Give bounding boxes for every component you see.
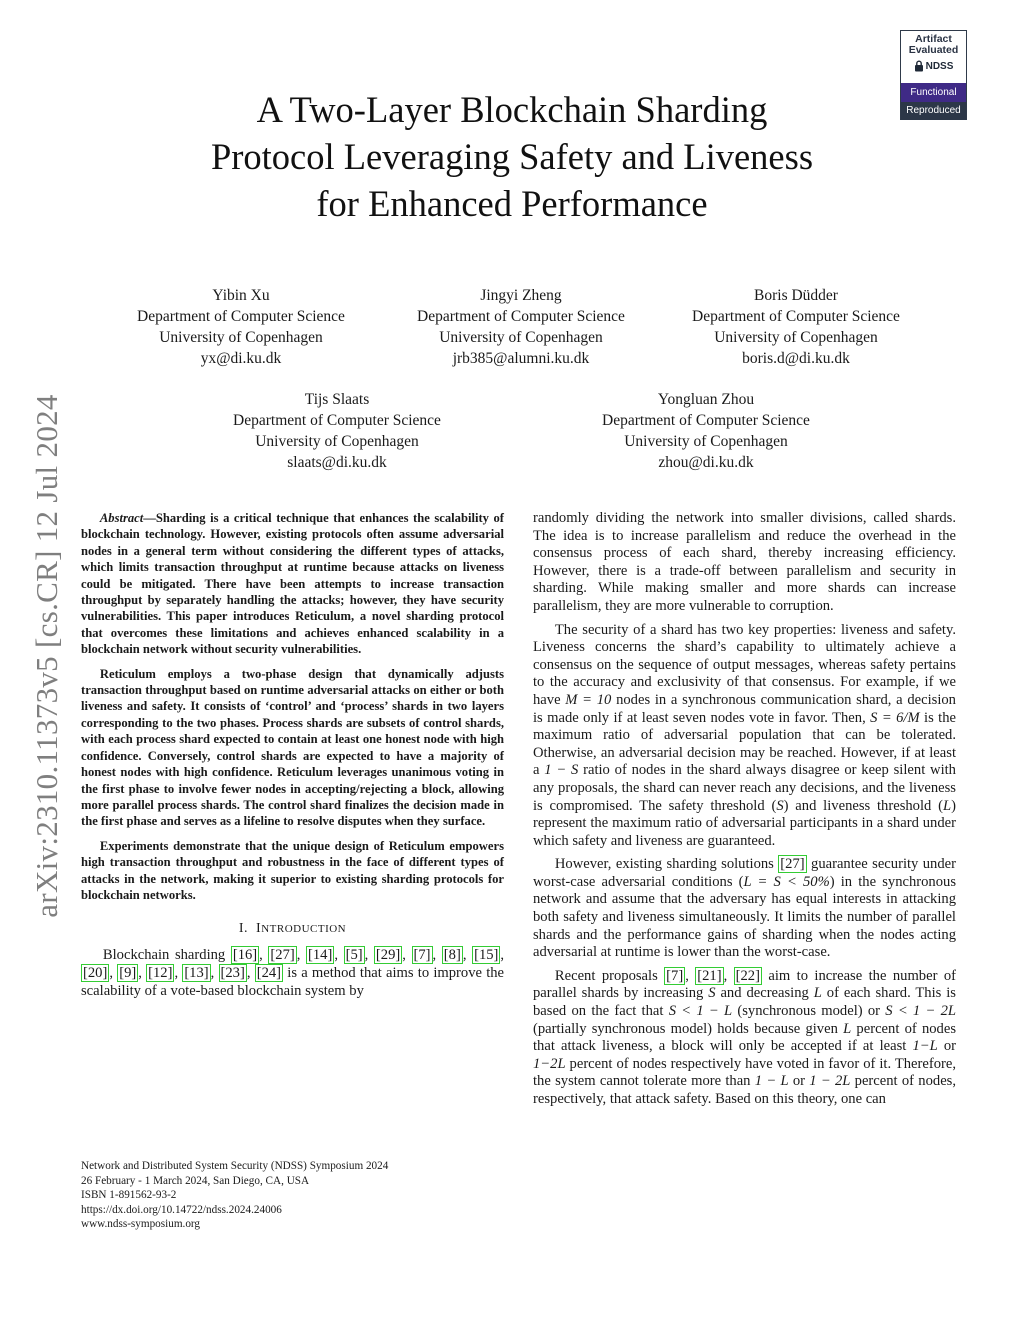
abstract — [81, 510, 504, 903]
author-department: Department of Computer Science — [602, 412, 810, 429]
body-text: Recent proposals — [554, 967, 665, 984]
title-line-3: for Enhanced Performance — [316, 183, 708, 224]
math-expression: S = 6/M — [870, 709, 920, 726]
conference-footnote — [81, 1159, 388, 1232]
citation-link[interactable]: [13] — [184, 964, 209, 981]
body-text: However, existing sharding solutions — [554, 856, 779, 873]
footnote-line: 26 February - 1 March 2024, San Diego, CA, USA — [81, 1174, 310, 1187]
footnote-website-link[interactable]: www.ndss-symposium.org — [81, 1218, 201, 1231]
body-text: is the maximum ratio of adversarial population that can be tolerated. Otherwise, an adversarial decision may be reached. However, if at least a — [533, 709, 957, 779]
author-block — [207, 389, 467, 473]
citation-link[interactable]: [7] — [413, 947, 431, 964]
body-text: of each shard. This is based on the fact that — [533, 985, 956, 1020]
author-department: Department of Computer Science — [692, 308, 900, 325]
citation-link[interactable]: [20] — [83, 964, 108, 981]
abstract-label: Abstract — [99, 511, 144, 525]
section-title-initial: I — [256, 921, 262, 937]
body-paragraph: Recent proposals [7] , [21] , [22] aim to increase the number of parallel shards by increasing S and decreasing L of each shard. This is based on the fact that S < 1 − L (synchronous model) or S < 1 − 2L (partially synchronous model) holds because given L percent of nodes that attack liveness, a block will only be accepted if at least 1−L or 1−2L percent of nodes respectively have voted in favor of it. Therefore, the system cannot tolerate more than 1 − L or 1 − 2L percent of nodes, respectively, that attack safety. Based on this theory, one can — [533, 967, 957, 1107]
author-email[interactable]: zhou@di.ku.dk — [658, 454, 754, 471]
author-name: Tijs Slaats — [304, 391, 370, 408]
citation-link[interactable]: [27] — [780, 856, 805, 873]
lock-icon — [914, 60, 924, 72]
author-name: Yibin Xu — [212, 287, 270, 304]
abstract-paragraph — [81, 510, 504, 658]
author-block — [111, 285, 371, 369]
math-expression: 1−2L — [533, 1055, 566, 1072]
body-text: percent of nodes, respectively, that attack safety. Based on this theory, one can — [533, 1073, 956, 1107]
citation-link[interactable]: [27] — [270, 947, 295, 964]
citation-link[interactable]: [5] — [345, 947, 363, 964]
citation-link[interactable]: [8] — [443, 947, 461, 964]
abstract-paragraph: Experiments demonstrate that the unique design of Reticulum empowers high transaction throughput and robustness in the face of different types of attacks in the network, making it superior to existing sharding protocols for blockchain networks. — [81, 838, 504, 902]
citation-link[interactable]: [16] — [232, 947, 258, 964]
body-paragraph — [533, 856, 956, 962]
author-email[interactable]: jrb385@alumni.ku.dk — [452, 350, 590, 367]
body-text: guarantee security under worst-case adversarial conditions ( — [533, 856, 956, 890]
title-line-2: Protocol Leveraging Safety and Liveness — [210, 136, 814, 177]
badge-line-artifact: Artifact — [915, 33, 952, 45]
left-column — [81, 510, 504, 1006]
body-text: ) in the synchronous network and assume that the adversary has equal interests in attacking both safety and liveness simultaneously. It limits the number of parallel shards and the performance gains of sharding when the nodes acting adversarial at runtime is lower than the worst-case. — [533, 873, 956, 961]
body-text: (partially synchronous model) holds because given — [533, 1020, 844, 1037]
author-department: Department of Computer Science — [233, 412, 441, 429]
math-expression: 1 − 2L — [809, 1073, 851, 1090]
author-university: University of Copenhagen — [255, 433, 419, 450]
body-text: (synchronous model) or — [732, 1003, 886, 1020]
math-expression: S < 1 − L — [668, 1003, 733, 1020]
citation-link[interactable]: [7] — [666, 967, 684, 984]
footnote-line: ISBN 1-891562-93-2 — [81, 1189, 177, 1202]
citation-link[interactable]: [15] — [474, 947, 499, 964]
math-expression: L — [843, 1020, 852, 1037]
math-expression: 1 − S — [544, 762, 579, 779]
body-text: percent of nodes that attack liveness, a block will only be accepted if at least — [533, 1020, 956, 1055]
author-university: University of Copenhagen — [714, 329, 878, 346]
body-text: ) and liveness threshold ( — [783, 797, 943, 814]
section-number: I. — [238, 921, 249, 937]
math-expression: L — [813, 985, 822, 1002]
body-text: Blockchain sharding — [102, 947, 231, 964]
author-university: University of Copenhagen — [439, 329, 603, 346]
math-expression: L = S < 50% — [743, 873, 830, 890]
author-name: Jingyi Zheng — [480, 287, 562, 304]
footnote-line: Network and Distributed System Security (NDSS) Symposium 2024 — [81, 1160, 389, 1172]
citation-link[interactable]: [29] — [375, 947, 401, 964]
citation-link[interactable]: [21] — [697, 967, 722, 984]
body-text: or — [788, 1073, 810, 1090]
section-title-rest: NTRODUCTION — [261, 923, 347, 936]
math-expression: L — [943, 797, 952, 814]
section-heading-introduction — [81, 921, 504, 937]
body-text: percent of nodes respectively have voted in favor of it. Therefore, the system cannot tolerate more than — [533, 1055, 956, 1090]
body-text: nodes in a synchronous communication shard, a decision is made only if at least seven nodes vote in favor. Then, — [533, 691, 956, 726]
author-name: Yongluan Zhou — [657, 391, 755, 408]
author-block — [576, 389, 836, 473]
ndss-logo-text: NDSS — [925, 60, 954, 72]
author-name: Boris Düdder — [754, 287, 838, 304]
badge-reproduced: Reproduced — [901, 102, 966, 120]
body-text: ratio of nodes in the shard always disagree or keep silent with any proposals, the shard can never reach any decisions, and the liveness is compromised. The safety threshold ( — [533, 762, 956, 814]
citation-link[interactable]: [12] — [148, 964, 173, 981]
right-column — [533, 510, 956, 1115]
author-block — [391, 285, 651, 369]
math-expression: 1−L — [912, 1038, 938, 1055]
body-text: ) represent the maximum ratio of adversarial participants in a shard under which safety and liveness are guaranteed. — [533, 797, 956, 849]
author-university: University of Copenhagen — [624, 433, 788, 450]
math-expression: 1 − L — [754, 1073, 789, 1090]
body-paragraph — [533, 622, 956, 851]
author-block — [666, 285, 926, 369]
footnote-doi-link[interactable]: https://dx.doi.org/10.14722/ndss.2024.24006 — [81, 1203, 282, 1216]
abstract-paragraph: Reticulum employs a two-phase design that dynamically adjusts transaction throughput based on runtime adversarial attacks on either or both liveness and safety. It consists of ‘control’ and ‘process’ shards in two layers corresponding to the two phases. Process shards are subsets of control shards, with each process shard expected to contain at least one honest node with high confidence. Conversely, control shards are expected to have a majority of honest nodes with high confidence. Reticulum leverages unanimous voting in the first phase to involve fewer nodes in accepting/rejecting a block, allowing more parallel process shards. The control shard finalizes the decision made in the first phase and serves as a lifeline to resolve disputes when they surface. — [81, 666, 504, 829]
math-expression: S < 1 − 2L — [885, 1003, 957, 1020]
title-line-1: A Two-Layer Blockchain Sharding — [256, 89, 768, 130]
math-expression: S — [776, 797, 784, 814]
author-email[interactable]: boris.d@di.ku.dk — [742, 350, 850, 367]
citation-link[interactable]: [14] — [308, 947, 333, 964]
introduction-body-continued — [533, 510, 956, 1109]
author-department: Department of Computer Science — [137, 308, 345, 325]
citation-link[interactable]: [23] — [220, 964, 245, 981]
citation-link[interactable]: [24] — [256, 964, 282, 981]
body-text: and decreasing — [715, 985, 814, 1002]
introduction-body — [81, 947, 504, 1000]
arxiv-identifier-stamp[interactable]: arXiv:2310.11373v5 [cs.CR] 12 Jul 2024 — [29, 394, 64, 918]
badge-line-evaluated: Evaluated — [908, 44, 959, 56]
body-text: aim to increase the number of parallel shards by increasing — [533, 967, 956, 1002]
author-department: Department of Computer Science — [417, 308, 625, 325]
author-email[interactable]: yx@di.ku.dk — [200, 350, 282, 367]
math-expression: S — [708, 985, 716, 1002]
body-text: is a method that aims to improve the scalability of a vote-based blockchain system by — [81, 964, 505, 999]
abstract-text: —Sharding is a critical technique that enhances the scalability of blockchain technology. However, existing protocols often assume adversarial nodes in a general term without considering the different types of attacks, which limits transaction throughput at runtime because attacks on liveness could be mitigated. There have been attempts to increase transaction throughput by separately handling the attacks; however, they have security vulnerabilities. This paper introduces Reticulum, a novel sharding protocol that overcomes these limitations and achieves enhanced scalability in a blockchain network without security vulnerabilities. — [81, 511, 504, 657]
math-expression: M = 10 — [565, 691, 612, 708]
body-text: or — [937, 1038, 957, 1055]
body-text: The security of a shard has two key properties: liveness and safety. Liveness concerns the shard’s capability to ultimately achieve a consensus on the sequence of output messages, whereas safety pertains to the accuracy and exclusivity of that consensus. For example, if we have — [533, 621, 956, 708]
citation-link[interactable]: [22] — [735, 967, 760, 984]
ndss-logo — [901, 59, 966, 73]
body-paragraph: randomly dividing the network into smaller divisions, called shards. The idea is to increase parallelism and reduce the overhead in the consensus process of each shard, thereby increasing efficiency. However, there is a trade-off between parallelism and security in sharding. While making smaller and more shards can increase parallelism, they are more vulnerable to corruption. — [533, 510, 956, 614]
paper-title — [0, 86, 1024, 227]
author-email[interactable]: slaats@di.ku.dk — [287, 454, 387, 471]
author-university: University of Copenhagen — [159, 329, 323, 346]
badge-functional: Functional — [901, 83, 966, 102]
citation-link[interactable]: [9] — [119, 964, 137, 981]
body-paragraph: Blockchain sharding [16] , [27] , [14] , [5] , [29] , [7] , [8] , [15] , [20] , [9] , [12] , [13] , [23] , [24] is a method that aims to improve the scalability of a vote-based blockchain system by — [81, 947, 505, 999]
